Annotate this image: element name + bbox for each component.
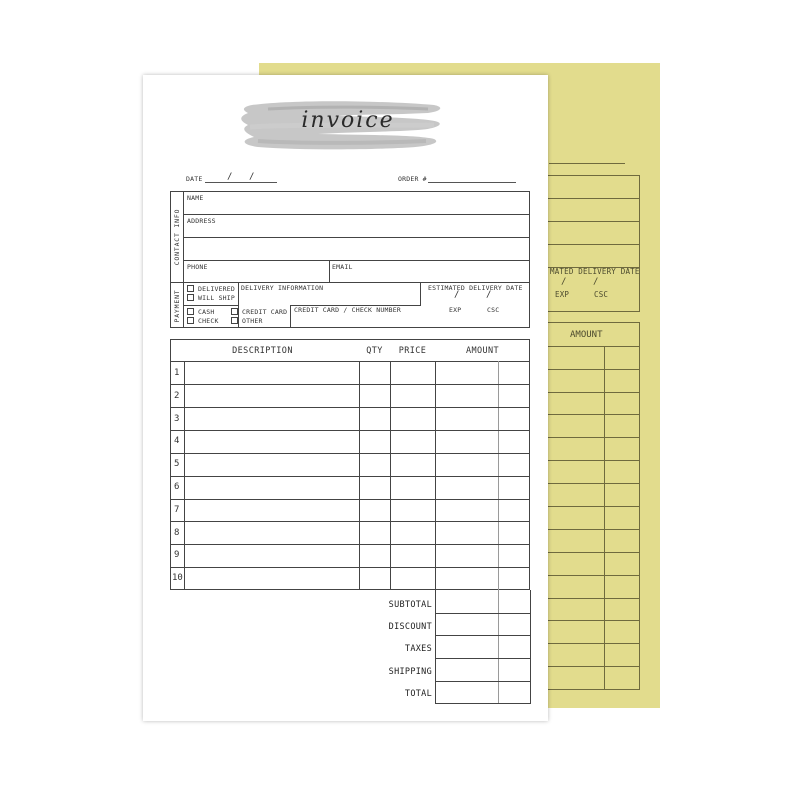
phone-field[interactable] bbox=[184, 261, 328, 282]
table-row bbox=[170, 430, 530, 431]
check-label: CHECK bbox=[198, 317, 219, 325]
other-checkbox[interactable] bbox=[231, 317, 238, 324]
amount-header: AMOUNT bbox=[465, 346, 500, 356]
order-label: ORDER # bbox=[398, 175, 427, 183]
totals-rule bbox=[435, 703, 530, 704]
email-label: EMAIL bbox=[332, 263, 353, 271]
delivered-label: DELIVERED bbox=[198, 285, 236, 293]
other-label: OTHER bbox=[242, 317, 263, 325]
csc-label: CSC bbox=[487, 306, 500, 314]
table-row bbox=[170, 521, 530, 522]
subtotal-label: SUBTOTAL bbox=[388, 600, 432, 610]
cash-label: CASH bbox=[198, 308, 215, 316]
copy-slash: / bbox=[561, 277, 567, 287]
date-label: DATE bbox=[186, 175, 203, 183]
row-number: 6 bbox=[174, 482, 180, 492]
copy-row-rule bbox=[548, 369, 640, 370]
totals-rule bbox=[435, 681, 530, 682]
copy-row-rule bbox=[548, 689, 640, 690]
date-separator: / bbox=[249, 172, 255, 182]
table-row bbox=[170, 544, 530, 545]
rule bbox=[183, 305, 238, 306]
row-number: 4 bbox=[174, 436, 180, 446]
name-field[interactable] bbox=[184, 192, 529, 213]
cash-checkbox[interactable] bbox=[187, 308, 194, 315]
row-number: 7 bbox=[174, 505, 180, 515]
copy-row-rule bbox=[548, 483, 640, 484]
copy-row-rule bbox=[548, 506, 640, 507]
row-number: 8 bbox=[174, 528, 180, 538]
copy-table-header-rule bbox=[548, 346, 640, 347]
taxes-label: TAXES bbox=[404, 644, 432, 654]
copy-csc-label: CSC bbox=[594, 290, 609, 299]
card-number-label: CREDIT CARD / CHECK NUMBER bbox=[294, 306, 401, 314]
copy-row-rule bbox=[548, 460, 640, 461]
row-number: 3 bbox=[174, 414, 180, 424]
date-separator: / bbox=[227, 172, 233, 182]
delivered-checkbox[interactable] bbox=[187, 285, 194, 292]
items-table bbox=[170, 339, 530, 590]
row-number: 5 bbox=[174, 459, 180, 469]
copy-rule bbox=[548, 198, 640, 199]
divider bbox=[238, 282, 239, 328]
copy-slash: / bbox=[593, 277, 599, 287]
table-row bbox=[170, 453, 530, 454]
estimated-delivery-label: ESTIMATED DELIVERY DATE bbox=[428, 284, 523, 292]
totals-rule bbox=[435, 658, 530, 659]
payment-label: PAYMENT bbox=[173, 289, 181, 323]
copy-border bbox=[639, 175, 640, 312]
copy-row-rule bbox=[548, 529, 640, 530]
qty-header: QTY bbox=[366, 346, 383, 356]
order-number-field[interactable] bbox=[428, 182, 516, 183]
table-row bbox=[170, 407, 530, 408]
totals-cents-divider bbox=[498, 590, 499, 704]
table-row bbox=[170, 384, 530, 385]
copy-row-rule bbox=[548, 643, 640, 644]
copy-row-rule bbox=[548, 414, 640, 415]
email-field[interactable] bbox=[330, 261, 529, 282]
copy-rule bbox=[548, 244, 640, 245]
exp-label: EXP bbox=[449, 306, 462, 314]
copy-row-rule bbox=[548, 392, 640, 393]
invoice-sheet bbox=[143, 75, 548, 721]
total-label: TOTAL bbox=[404, 689, 432, 699]
description-header: DESCRIPTION bbox=[232, 346, 293, 356]
credit-card-checkbox[interactable] bbox=[231, 308, 238, 315]
shipping-label: SHIPPING bbox=[388, 667, 432, 677]
address-label: ADDRESS bbox=[187, 217, 216, 225]
row-number: 1 bbox=[174, 368, 180, 378]
contact-info-label: CONTACT INFO bbox=[173, 208, 181, 266]
copy-row-rule bbox=[548, 666, 640, 667]
totals-rule bbox=[435, 613, 530, 614]
delivery-date-slash: / bbox=[486, 290, 492, 300]
will-ship-checkbox[interactable] bbox=[187, 294, 194, 301]
copy-table-top bbox=[548, 322, 640, 323]
row-number: 2 bbox=[174, 391, 180, 401]
table-row bbox=[170, 499, 530, 500]
copy-row-rule bbox=[548, 598, 640, 599]
address-field[interactable] bbox=[184, 215, 529, 259]
phone-label: PHONE bbox=[187, 263, 208, 271]
row-number: 9 bbox=[174, 550, 180, 560]
copy-order-underline bbox=[549, 163, 625, 164]
price-header: PRICE bbox=[398, 346, 427, 356]
invoice-title: invoice bbox=[301, 108, 395, 133]
copy-row-rule bbox=[548, 620, 640, 621]
delivery-date-slash: / bbox=[454, 290, 460, 300]
date-field[interactable] bbox=[205, 182, 277, 183]
copy-exp-label: EXP bbox=[555, 290, 570, 299]
copy-rule bbox=[548, 175, 640, 176]
table-row bbox=[170, 567, 530, 568]
divider bbox=[290, 305, 291, 328]
totals-left-border bbox=[435, 590, 436, 704]
divider bbox=[420, 282, 421, 306]
totals-rule bbox=[435, 635, 530, 636]
totals-right-border bbox=[530, 590, 531, 704]
table-row bbox=[170, 476, 530, 477]
copy-rule bbox=[548, 221, 640, 222]
delivery-information-label: DELIVERY INFORMATION bbox=[241, 284, 324, 292]
copy-row-rule bbox=[548, 575, 640, 576]
name-label: NAME bbox=[187, 194, 204, 202]
copy-est-delivery-label: MATED DELIVERY DATE bbox=[550, 267, 640, 276]
copy-rule bbox=[548, 311, 640, 312]
copy-amount-header: AMOUNT bbox=[570, 330, 603, 340]
will-ship-label: WILL SHIP bbox=[198, 294, 236, 302]
items-header-rule bbox=[170, 361, 530, 362]
copy-row-rule bbox=[548, 437, 640, 438]
copy-row-rule bbox=[548, 552, 640, 553]
credit-card-label: CREDIT CARD bbox=[242, 308, 288, 316]
discount-label: DISCOUNT bbox=[388, 622, 432, 632]
copy-cents-divider bbox=[604, 346, 605, 689]
row-number: 10 bbox=[172, 573, 183, 583]
check-checkbox[interactable] bbox=[187, 317, 194, 324]
